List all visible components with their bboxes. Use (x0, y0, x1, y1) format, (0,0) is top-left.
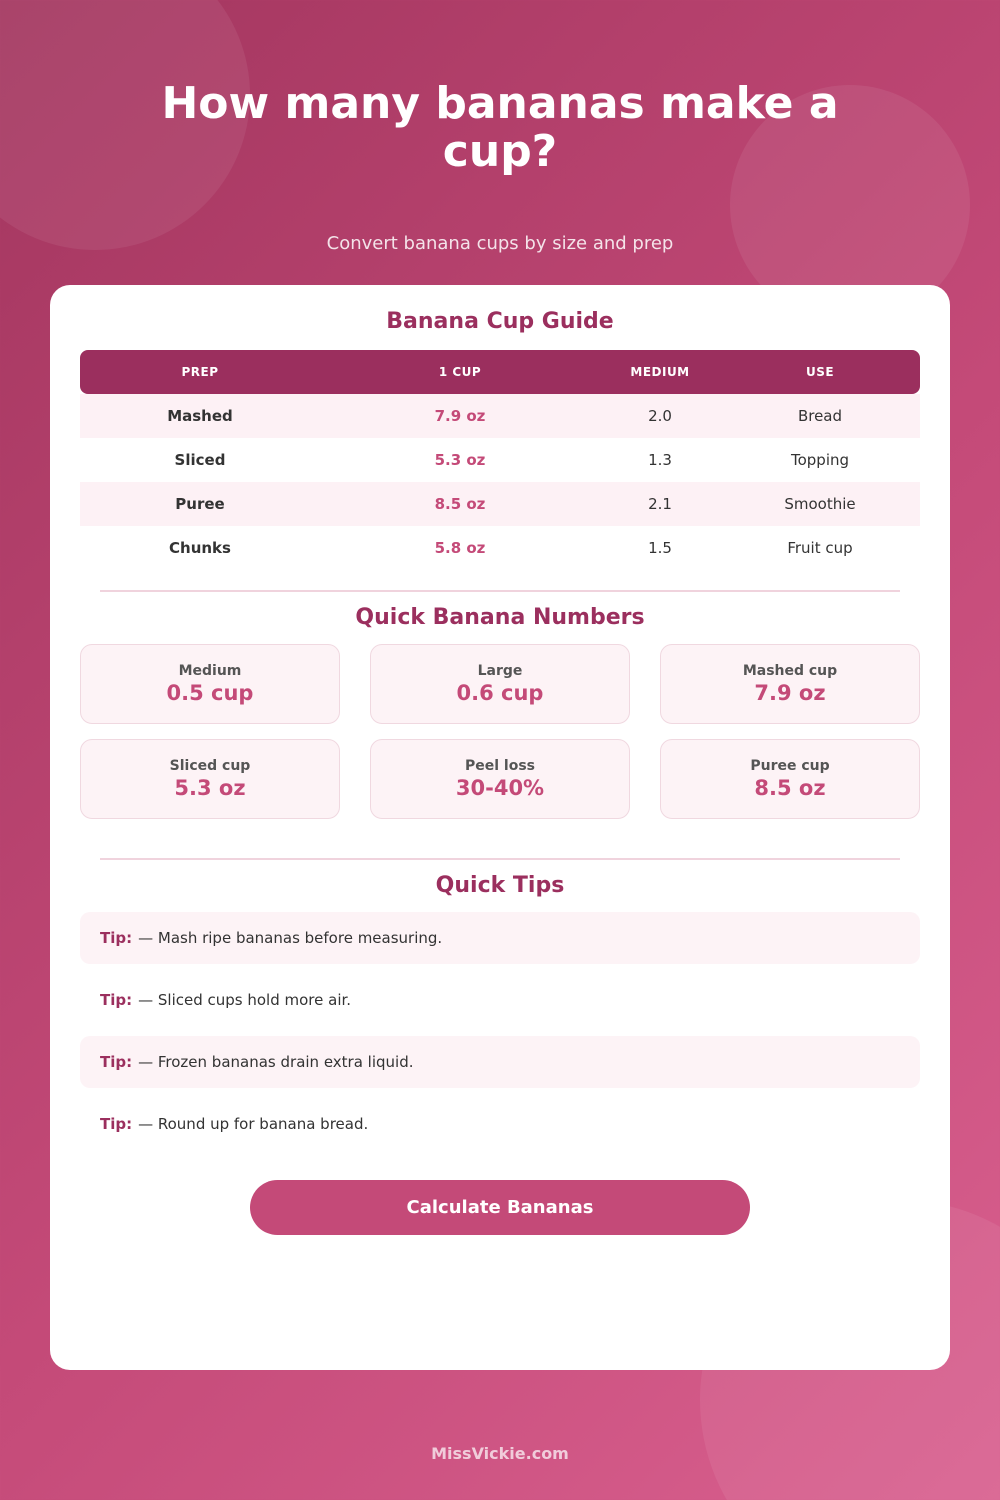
tip-label: Tip: (100, 991, 133, 1009)
page-subtitle: Convert banana cups by size and prep (326, 233, 674, 254)
medium-cell: 1.3 (648, 451, 672, 469)
cup-cell: 5.8 oz (434, 539, 486, 557)
column-header-medium: MEDIUM (630, 365, 690, 379)
stat-label: Peel loss (464, 758, 535, 774)
cup-cell: 7.9 oz (434, 407, 486, 425)
guide-title: Banana Cup Guide (386, 309, 614, 334)
page-title: How many bananas make a cup? (161, 78, 839, 177)
footer-brand: MissVickie.com (431, 1444, 569, 1463)
stat-card-peel-loss (370, 739, 630, 819)
banana-cup-table (80, 350, 920, 570)
tip-item (80, 1098, 920, 1150)
calculate-bananas-button[interactable]: Calculate Bananas (250, 1180, 750, 1235)
stat-value: 0.5 cup (166, 681, 254, 705)
tip-text: — Mash ripe bananas before measuring. (138, 929, 443, 947)
tip-item (80, 1036, 920, 1088)
use-cell: Topping (790, 451, 850, 469)
prep-cell: Chunks (169, 539, 231, 557)
stat-label: Medium (178, 663, 242, 679)
stat-label: Mashed cup (742, 663, 838, 679)
numbers-title: Quick Banana Numbers (355, 605, 645, 630)
stat-card-mashed-cup (660, 644, 920, 724)
table-row (80, 482, 920, 526)
medium-cell: 1.5 (648, 539, 672, 557)
stat-card-large (370, 644, 630, 724)
stat-card-sliced-cup (80, 739, 340, 819)
tip-item (80, 912, 920, 964)
use-cell: Bread (797, 407, 843, 425)
section-divider (100, 590, 900, 592)
tip-text: — Round up for banana bread. (138, 1115, 369, 1133)
use-cell: Fruit cup (787, 539, 853, 557)
cup-cell: 5.3 oz (434, 451, 486, 469)
prep-cell: Mashed (167, 407, 233, 425)
column-header-cup: 1 CUP (438, 365, 482, 379)
content-card (50, 285, 950, 1370)
prep-cell: Sliced (174, 451, 226, 469)
table-row (80, 438, 920, 482)
stat-value: 0.6 cup (456, 681, 544, 705)
stat-value: 8.5 oz (754, 776, 826, 800)
table-header (80, 350, 920, 394)
tips-title: Quick Tips (435, 873, 565, 898)
use-cell: Smoothie (784, 495, 856, 513)
stat-label: Sliced cup (169, 758, 251, 774)
medium-cell: 2.1 (648, 495, 672, 513)
stat-label: Puree cup (750, 758, 830, 774)
medium-cell: 2.0 (648, 407, 672, 425)
stat-card-medium (80, 644, 340, 724)
stat-value: 5.3 oz (174, 776, 246, 800)
table-row (80, 394, 920, 438)
section-divider (100, 858, 900, 860)
stat-card-puree-cup (660, 739, 920, 819)
table-row (80, 526, 920, 570)
cup-cell: 8.5 oz (434, 495, 486, 513)
prep-cell: Puree (175, 495, 225, 513)
stat-value: 30-40% (455, 776, 545, 800)
stat-value: 7.9 oz (754, 681, 826, 705)
tip-text: — Sliced cups hold more air. (138, 991, 352, 1009)
tip-item (80, 974, 920, 1026)
tip-label: Tip: (100, 929, 133, 947)
tip-text: — Frozen bananas drain extra liquid. (138, 1053, 414, 1071)
column-header-prep: PREP (181, 365, 219, 379)
tip-label: Tip: (100, 1115, 133, 1133)
column-header-use: USE (805, 365, 835, 379)
tip-label: Tip: (100, 1053, 133, 1071)
stat-label: Large (477, 663, 523, 679)
